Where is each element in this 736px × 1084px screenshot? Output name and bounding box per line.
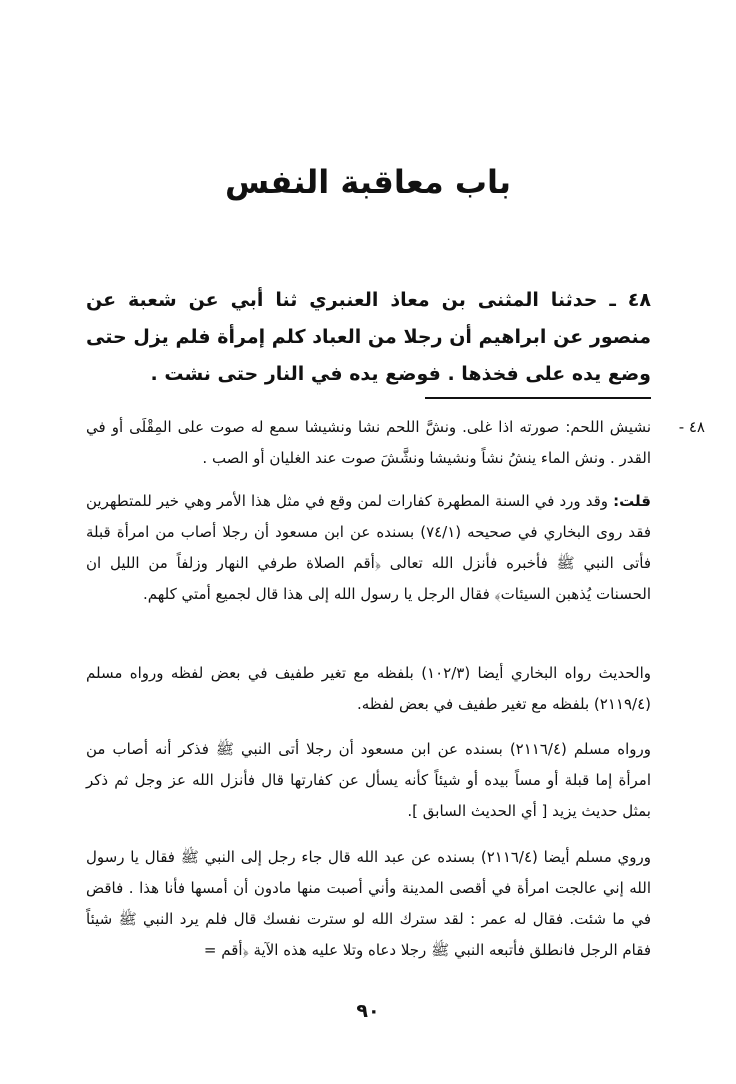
commentary-paragraph-2: والحديث رواه البخاري أيضا (١٠٢/٣) بلفظه مع تغير طفيف في بعض لفظه ورواه مسلم (٢١١٩/٤) بلفظه مع تغير طفيف في بعض لفظه. <box>86 664 651 713</box>
footnote-divider <box>425 397 651 399</box>
commentary-label: قلت: <box>613 492 651 510</box>
commentary-paragraph-3: ورواه مسلم (٢١١٦/٤) بسنده عن ابن مسعود أن رجلا أتى النبي ﷺ فذكر أنه أصاب من امرأة إما قبلة أو مساً بيده أو شيئاً كأنه يسأل عن كفارتها قال فأنزل الله عز وجل ثم ذكر بمثل حديث يزيد [ أي الحديث السابق ]. <box>86 740 651 820</box>
commentary-paragraph-4: وروي مسلم أيضا (٢١١٦/٤) بسنده عن عبد الله قال جاء رجل إلى النبي ﷺ فقال يا رسول الله إني عالجت امرأة في أقصى المدينة وأني أصبت منها مادون أن أمسها فأنا هذا . فاقض في ما شئت. فقال له عمر : لقد سترك الله لو سترت نفسك قال فلم يرد النبي ﷺ شيئاً فقام الرجل فانطلق فأتبعه النبي ﷺ رجلا دعاه وتلا عليه هذه الآية ﴿أقم = <box>86 848 651 959</box>
commentary-paragraph-1 <box>86 486 651 610</box>
chapter-title: باب معاقبة النفس <box>224 163 512 201</box>
hadith-text: ٤٨ ـ حدثنا المثنى بن معاذ العنبري ثنا أبي عن شعبة عن منصور عن ابراهيم أن رجلا من العباد كلم إمرأة فلم يزل حتى وضع يده على فخذها . فوضع يده في النار حتى نشت . <box>86 289 651 385</box>
footnote-text: نشيش اللحم: صورته اذا غلى. ونشَّ اللحم نشا ونشيشا سمع له صوت على المِقْلَى أو في القدر . ونش الماء ينشُ نشاً ونشيشا ونشَّشَ صوت عند الغليان أو الصب . <box>86 418 651 467</box>
page-number: ٩٠ <box>356 1000 380 1022</box>
footnote-number: ٤٨ - <box>678 418 705 436</box>
commentary-paragraph-1-text: وقد ورد في السنة المطهرة كفارات لمن وقع في مثل هذا الأمر وهي خير للمتطهرين فقد روى البخاري في صحيحه (٧٤/١) بسنده عن ابن مسعود أن رجلا أصاب من امرأة قبلة فأتى النبي ﷺ فأخبره فأنزل الله تعالى ﴿أقم الصلاة طرفي النهار وزلفاً من الليل ان الحسنات يُذهبن السيئات﴾ فقال الرجل يا رسول الله إلى هذا قال لجميع أمتي كلهم. <box>86 492 651 603</box>
